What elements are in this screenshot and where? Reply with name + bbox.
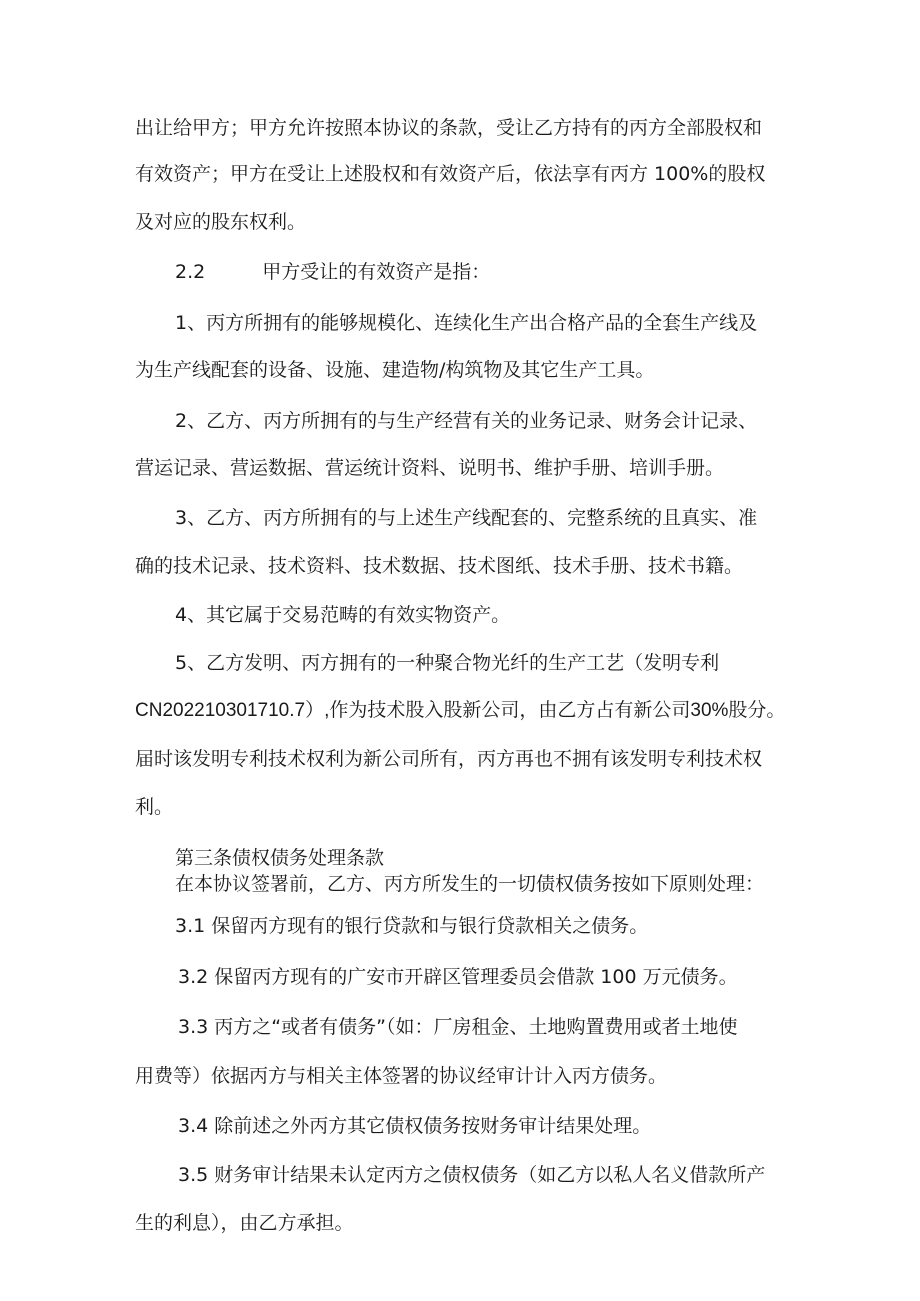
clause-line: 3.2 保留丙方现有的广安市开辟区管理委员会借款 100 万元债务。 — [178, 966, 738, 988]
clause-line: 3.5 财务审计结果未认定丙方之债权债务（如乙方以私人名义借款所产 — [178, 1164, 766, 1186]
text-line: 营运记录、营运数据、营运统计资料、说明书、维护手册、培训手册。 — [135, 457, 725, 479]
section-heading: 2.2 甲方受让的有效资产是指： — [175, 261, 491, 283]
text-line: 确的技术记录、技术资料、技术数据、技术图纸、技术手册、技术书籍。 — [135, 555, 744, 577]
list-item-line: 5、乙方发明、丙方拥有的一种聚合物光纤的生产工艺（发明专利 — [175, 652, 720, 674]
text-line: 在本协议签署前，乙方、丙方所发生的一切债权债务按如下原则处理： — [175, 873, 765, 895]
text-line: 为生产线配套的设备、设施、建造物/构筑物及其它生产工具。 — [135, 359, 655, 381]
text-line: 届时该发明专利技术权利为新公司所有，丙方再也不拥有该发明专利技术权 — [135, 748, 763, 770]
clause-line: 3.1 保留丙方现有的银行贷款和与银行贷款相关之债务。 — [175, 915, 649, 937]
list-item-line: 4、其它属于交易范畴的有效实物资产。 — [175, 604, 511, 626]
clause-line: 3.4 除前述之外丙方其它债权债务按财务审计结果处理。 — [178, 1115, 652, 1137]
clause-line: 3.3 丙方之“或者有债务”（如：厂房租金、土地购置费用或者土地使 — [178, 1016, 738, 1038]
text-line: 用费等）依据丙方与相关主体签署的协议经审计计入丙方债务。 — [135, 1065, 668, 1087]
list-item-line: 3、乙方、丙方所拥有的与上述生产线配套的、完整系统的且真实、准 — [175, 507, 758, 529]
text-line: 及对应的股东权利。 — [135, 211, 307, 233]
text-line: 有效资产；甲方在受让上述股权和有效资产后，依法享有丙方 100%的股权 — [135, 163, 766, 185]
text-line: 利。 — [135, 796, 174, 818]
text-line: CN202210301710.7）,作为技术股入股新公司，由乙方占有新公司30%股分。 — [135, 700, 786, 721]
list-item-line: 1、丙方所拥有的能够规模化、连续化生产出合格产品的全套生产线及 — [175, 312, 758, 334]
text-line: 生的利息），由乙方承担。 — [135, 1212, 354, 1234]
text-line: 出让给甲方；甲方允许按照本协议的条款，受让乙方持有的丙方全部股权和 — [135, 117, 763, 139]
list-item-line: 2、乙方、丙方所拥有的与生产经营有关的业务记录、财务会计记录、 — [175, 410, 758, 432]
article-title: 第三条债权债务处理条款 — [175, 847, 385, 869]
